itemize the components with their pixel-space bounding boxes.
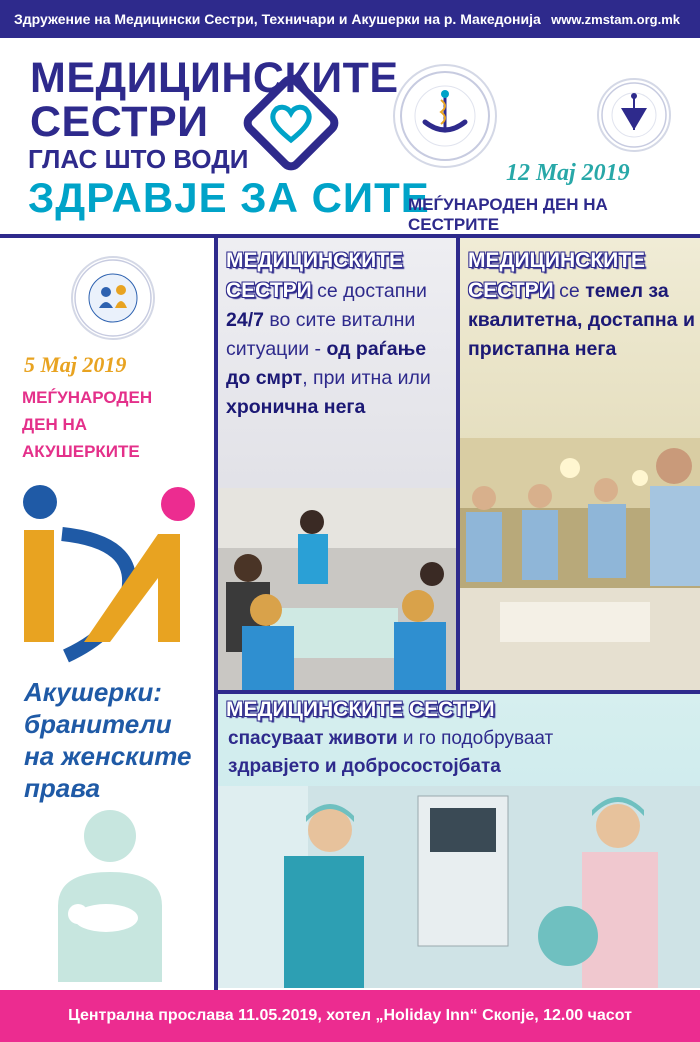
slogan-line-4: права bbox=[24, 773, 101, 803]
nurses-association-logo bbox=[393, 64, 497, 168]
website-link[interactable]: www.zmstam.org.mk bbox=[551, 11, 680, 27]
slogan-line-3: на женските bbox=[24, 741, 192, 771]
text-urgent: , при итна или bbox=[302, 367, 431, 389]
organization-name: Здружение на Медицински Сестри, Техничари и Акушерки на р. Македонија bbox=[14, 11, 541, 27]
text-vital-situations: во сите витални ситуации - bbox=[226, 309, 416, 360]
footer-banner bbox=[0, 990, 700, 1042]
nurses-day-title: МЕЃУНАРОДЕН ДЕН НА СЕСТРИТЕ bbox=[408, 195, 608, 234]
title-line-2: СЕСТРИ bbox=[30, 98, 209, 146]
highlight-nurses-2: СЕСТРИ bbox=[226, 279, 312, 302]
panel-saving-lives-title: МЕДИЦИНСКИТЕ СЕСТРИ bbox=[226, 698, 495, 721]
heart-chat-icon bbox=[236, 68, 346, 178]
saving-lives-line-2: здравјето и добросостојбата bbox=[228, 756, 501, 777]
idm-logo-icon bbox=[18, 482, 200, 672]
slogan-line-2: бранители bbox=[24, 709, 172, 739]
icm-logo bbox=[71, 256, 155, 340]
highlight-nurses-3: МЕДИЦИНСКИТЕ bbox=[468, 249, 646, 272]
midwives-day-title bbox=[22, 384, 152, 465]
midwives-day-date: 5 Мај 2019 bbox=[24, 352, 127, 377]
text-foundation-quality-care: темел за квалитетна, достапна и пристапна нега bbox=[468, 280, 695, 360]
top-bar bbox=[0, 0, 700, 38]
panel-availability-text bbox=[226, 246, 454, 422]
text-are: се bbox=[553, 280, 586, 302]
field-hospital-photo bbox=[460, 438, 700, 690]
text-chronic-care: хронична нега bbox=[226, 396, 366, 418]
slogan-line-1: Акушерки: bbox=[24, 677, 162, 707]
lamp-emblem-icon bbox=[397, 68, 493, 164]
panel-saving-lives bbox=[218, 694, 700, 988]
text-save-lives: спасуваат животи bbox=[228, 728, 398, 749]
header bbox=[0, 38, 700, 234]
footer-event-text: Централна прослава 11.05.2019, хотел „Holiday Inn“ Скопје, 12.00 часот bbox=[68, 1007, 632, 1024]
nurses-day-date: 12 Мај 2019 bbox=[506, 160, 630, 186]
panel-foundation bbox=[460, 238, 700, 690]
text-available: се достапни bbox=[311, 280, 427, 302]
subtitle: ГЛАС ШТО ВОДИ bbox=[28, 144, 249, 174]
midwives-day-line-2: ДЕН НА bbox=[22, 415, 88, 434]
midwives-day-line-3: АКУШЕРКИТЕ bbox=[22, 442, 140, 461]
icm-emblem-icon bbox=[73, 258, 153, 338]
icn-logo bbox=[597, 78, 671, 152]
text-and-improve: и го подобруваат bbox=[397, 728, 554, 749]
text-24-7: 24/7 bbox=[226, 309, 264, 331]
text-birth-to-death: од раѓање до смрт bbox=[226, 338, 427, 389]
icn-emblem-icon bbox=[599, 80, 669, 150]
operating-room-photo bbox=[218, 786, 700, 988]
title-line-1: МЕДИЦИНСКИТЕ bbox=[30, 54, 399, 102]
nurses-screening-photo bbox=[218, 488, 456, 690]
saving-lives-line-1 bbox=[228, 728, 553, 750]
slogan: ЗДРАВЈЕ ЗА СИТЕ bbox=[28, 174, 430, 221]
highlight-nurses-1: МЕДИЦИНСКИТЕ bbox=[226, 249, 404, 272]
mother-baby-icon bbox=[48, 806, 172, 982]
panel-foundation-text bbox=[468, 246, 698, 364]
midwives-day-line-1: МЕЃУНАРОДЕН bbox=[22, 388, 153, 407]
highlight-nurses-4: СЕСТРИ bbox=[468, 279, 554, 302]
panel-availability bbox=[218, 238, 456, 690]
midwives-slogan bbox=[24, 676, 191, 804]
